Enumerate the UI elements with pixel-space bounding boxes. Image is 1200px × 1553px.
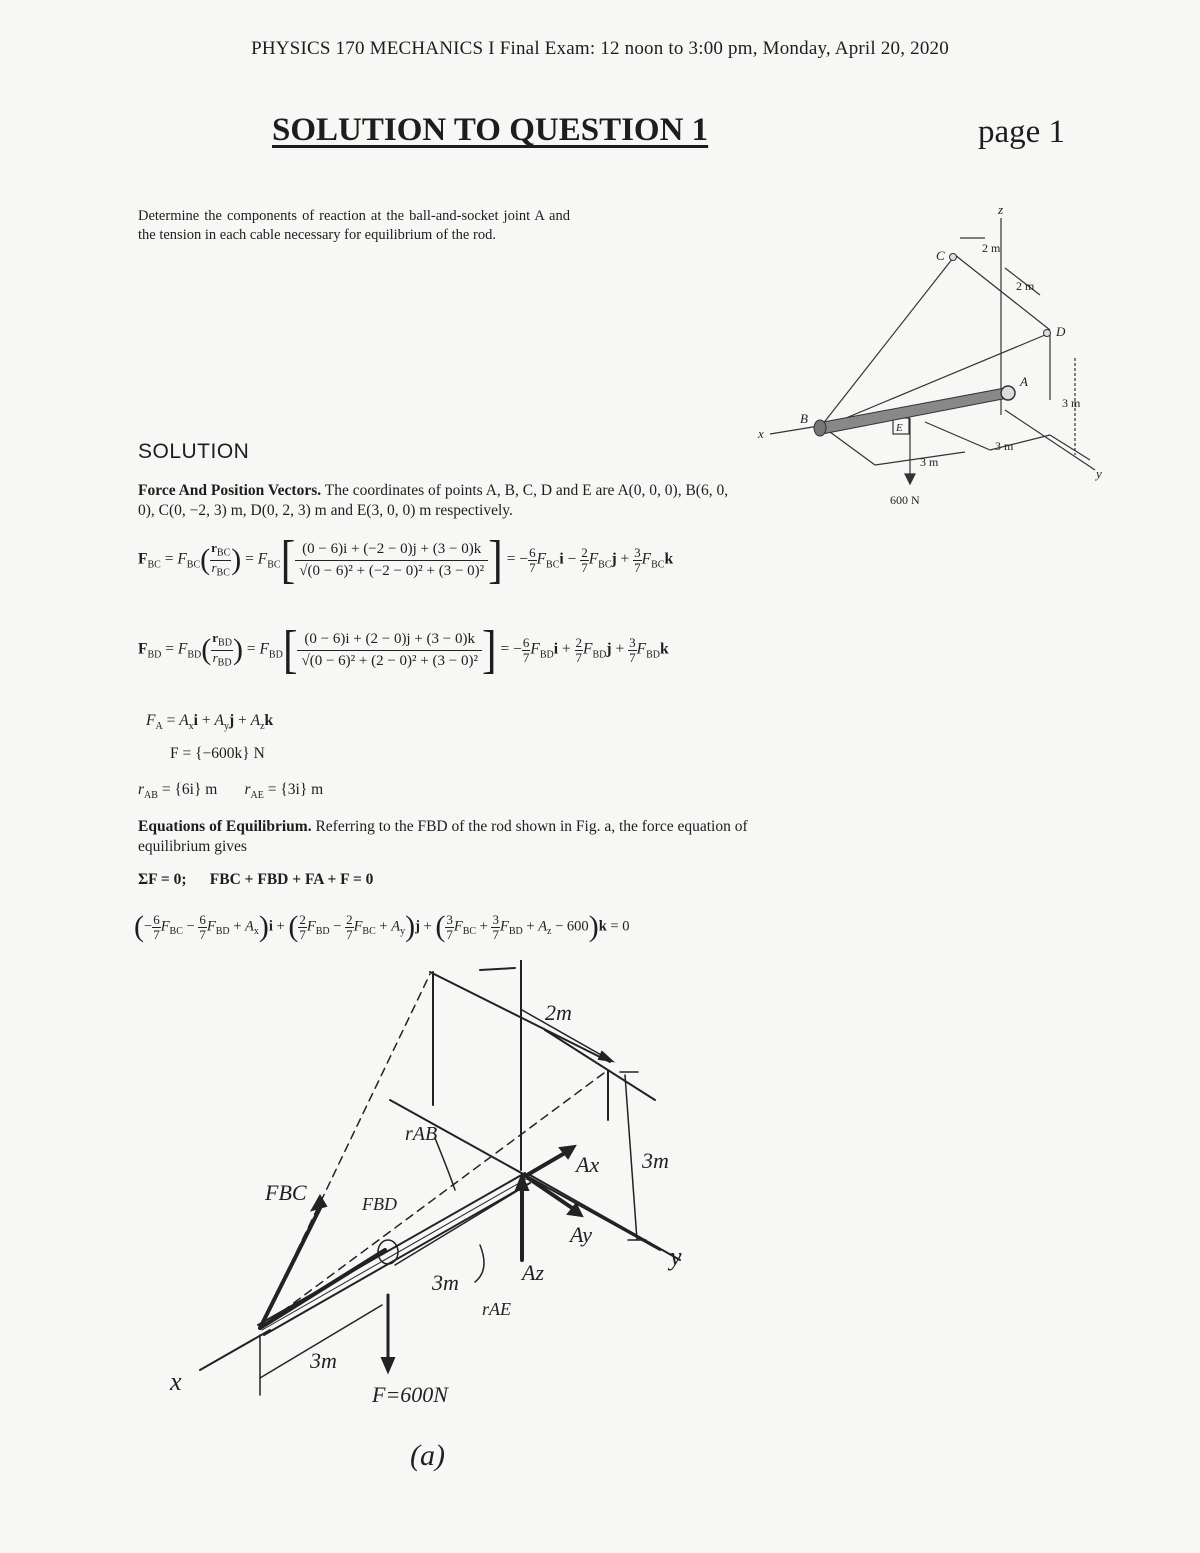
fbd-f-bd: FBD xyxy=(362,1194,397,1214)
point-b-label: B xyxy=(800,411,808,426)
dim-3m-a: 3 m xyxy=(920,455,939,469)
fa-equation: $F_A = A_xi + A_yj + A_zk$ xyxy=(146,712,274,733)
fbd-equation: $F_{BD} = F_{BD}$( $\frac{r_{BD}}{r_{BD}}$ ) = $F_{BD}$[ $\frac{(0 - 6)i + (2 - 0)j + (3 - 0)k}{\text{√(0 − 6)² + (2 − 0)² + (3 − 0)²}}$ ] = − $\frac{6}{7}$ $F_{BD}i$ + $\frac{2}{7}$ $F_{BD}j$ + $\frac{3}{7}$ $F_{BD}k$ xyxy=(138,620,669,679)
figure-caption: (a) xyxy=(410,1439,445,1472)
dim-2m-top: 2 m xyxy=(982,241,1001,255)
position-vectors: $r_{AB} = \{6i\}$ m $r_{AE} = \{3i\}$ m xyxy=(138,781,324,802)
point-e-label: E xyxy=(896,422,903,434)
fbd-figure xyxy=(150,960,710,1500)
force-position-paragraph xyxy=(138,481,748,521)
point-a-label: A xyxy=(1020,374,1028,389)
page-number: page 1 xyxy=(978,114,1066,150)
equilibrium-text: Referring to the FBD of the rod shown in Fig. a, the force equation of equilibrium gives xyxy=(138,818,748,855)
exam-header: PHYSICS 170 MECHANICS I Final Exam: 12 noon to 3:00 pm, Monday, April 20, 2020 xyxy=(251,38,949,59)
sum-forces-equation xyxy=(138,871,373,889)
fbc-denominator: √(0 − 6)² + (−2 − 0)² + (3 − 0)² xyxy=(299,562,485,579)
fbd-dim-2m: 2m xyxy=(545,1000,572,1025)
fbd-numerator: (0 − 6)i + (2 − 0)j + (3 − 0)k xyxy=(297,629,482,650)
solution-heading: SOLUTION xyxy=(138,440,250,463)
fbc-numerator: (0 − 6)i + (−2 − 0)j + (3 − 0)k xyxy=(295,539,488,560)
fbd-az: Az xyxy=(522,1260,544,1285)
x-axis-label: x xyxy=(758,426,764,441)
fbd-dim-3m-mid: 3m xyxy=(432,1270,459,1295)
fbd-r-ab: rAB xyxy=(405,1123,438,1145)
force-position-heading: Force And Position Vectors. xyxy=(138,482,322,499)
equals-zero: = 0 xyxy=(610,918,630,935)
load-label: 600 N xyxy=(890,493,920,507)
fbd-dim-3m-vertical: 3m xyxy=(642,1148,669,1173)
y-axis-label: y xyxy=(1096,466,1102,481)
page-title: SOLUTION TO QUESTION 1 xyxy=(272,112,709,148)
r-ae-value: {3i} m xyxy=(280,781,324,798)
load-vector: F = {−600k} N xyxy=(170,745,265,762)
point-c-label: C xyxy=(936,248,945,263)
fbc-equation: $F_{BC} = F_{BC}$( $\frac{r_{BC}}{r_{BC}}$ ) = $F_{BC}$[ $\frac{(0 - 6)i + (-2 - 0)j + (3 - 0)k}{\text{√(0 − 6)² + (−2 − 0)² + (3 − 0)²}}$ ] = − $\frac{6}{7}$ $F_{BC}i$ − $\frac{2}{7}$ $F_{BC}j$ + $\frac{3}{7}$ $F_{BC}k$ xyxy=(138,530,674,589)
fbd-f-bc: FBC xyxy=(265,1180,307,1205)
fbd-ax: Ax xyxy=(576,1152,600,1177)
r-ab-value: {6i} m xyxy=(174,781,218,798)
fbd-y-axis: y xyxy=(670,1242,682,1271)
z-axis-label: z xyxy=(998,202,1004,217)
fbd-r-ae: rAE xyxy=(482,1299,511,1319)
dim-3m-b: 3 m xyxy=(995,439,1014,453)
fbd-dim-3m-bottom: 3m xyxy=(310,1348,337,1373)
fbd-load: F=600N xyxy=(372,1382,448,1407)
dim-2m-side: 2 m xyxy=(1016,279,1035,293)
problem-figure xyxy=(750,200,1130,520)
fbd-ay: Ay xyxy=(570,1222,592,1247)
problem-statement: Determine the components of reaction at the ball-and-socket joint A and the tension in each cable necessary for equilibrium of the rod. xyxy=(138,208,570,243)
equilibrium-heading: Equations of Equilibrium. xyxy=(138,818,312,835)
equilibrium-paragraph xyxy=(138,817,748,857)
fbd-x-axis: x xyxy=(170,1367,182,1396)
fbd-denominator: √(0 − 6)² + (2 − 0)² + (3 − 0)² xyxy=(301,652,478,669)
minus-600: − 600 xyxy=(555,918,589,935)
point-d-label: D xyxy=(1056,324,1066,339)
sum-eq: FBC + FBD + FA + F = 0 xyxy=(209,871,374,888)
force-position-text: The coordinates of points A, B, C, D and E are A(0, 0, 0), B(6, 0, 0), C(0, −2, 3) m, D(0, 2, 3) m and E(3, 0, 0) m respectively. xyxy=(138,482,729,519)
component-equation: (− $\frac{6}{7}$ $F_{BC}$ − $\frac{6}{7}$ $F_{BD} + A_x)i$ + ( $\frac{2}{7}$ $F_{BD}$ − $\frac{2}{7}$ $F_{BC} + A_y)j$ + ( $\frac{3}{7}$ $F_{BC}$ + $\frac{3}{7}$ $F_{BD} + A_z - 600)k = 0$ xyxy=(134,910,630,943)
dim-3m-vertical: 3 m xyxy=(1062,396,1081,410)
sum-eq-label: ΣF = 0; xyxy=(138,871,187,888)
